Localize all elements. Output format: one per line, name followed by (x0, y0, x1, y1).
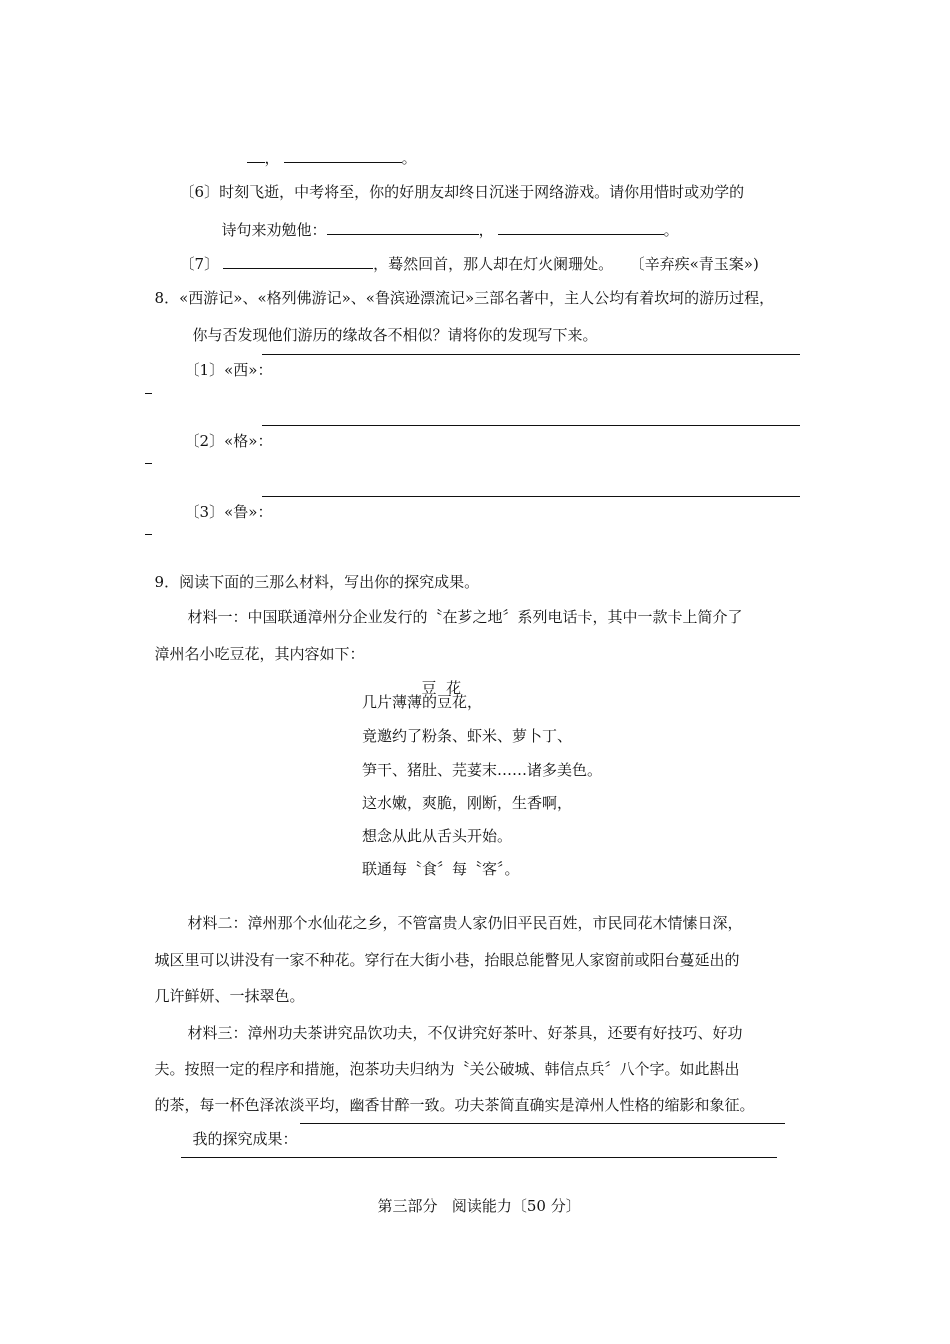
material2-line1 (178, 893, 743, 933)
answer-line[interactable] (300, 1123, 785, 1124)
material1-line1 (178, 587, 743, 627)
paragraph-text: 的茶，每一杯色泽浓淡平均，幽香甘醉一致。功夫茶简直确实是漳州人性格的缩影和象征。 (154, 1096, 755, 1114)
item-source: 〔辛弃疾«青玉案») (637, 255, 759, 273)
punct: 。 (401, 149, 417, 167)
answer-blank[interactable] (498, 220, 664, 235)
section-heading (368, 1176, 581, 1216)
answer-line[interactable] (262, 425, 800, 426)
material2-line3 (145, 966, 305, 1006)
answer-blank[interactable] (327, 220, 479, 235)
poem-line-text: 联通每〝食〞每〝客〞。 (362, 860, 520, 878)
q8-line2 (183, 305, 598, 345)
answer-line-stub (145, 534, 152, 535)
section-heading-text: 第三部分 阅读能力〔50 分〕 (377, 1197, 581, 1215)
answer-blank[interactable] (223, 254, 373, 269)
paragraph-text: 材料一：中国联通漳州分企业发行的〝在芗之地〞系列电话卡，其中一款卡上简介了 (187, 608, 743, 626)
answer-line[interactable] (181, 1157, 777, 1158)
paragraph-text: 几许鲜妍、一抹翠色。 (154, 987, 305, 1005)
item-text: ，蓦然回首，那人却在灯火阑珊处。 (373, 255, 614, 273)
paragraph-text: 漳州名小吃豆花，其内容如下： (154, 645, 365, 663)
answer-line-stub (145, 463, 152, 464)
punct: 。 (663, 221, 679, 239)
paragraph-text: 材料三：漳州功夫茶讲究品饮功夫，不仅讲究好茶叶、好茶具，还要有好技巧、好功 (187, 1024, 743, 1042)
poem-line (362, 726, 572, 746)
item-label: 〔7〕 (179, 255, 220, 273)
paragraph-text: 城区里可以讲没有一家不种花。穿行在大街小巷，抬眼总能瞥见人家窗前或阳台蔓延出的 (154, 951, 740, 969)
punct: ， (264, 149, 280, 167)
q9-line (145, 552, 479, 592)
q8-item-1 (175, 340, 272, 380)
poem-line (362, 826, 512, 846)
poem-line-text: 笋干、猪肚、芫荽末……诸多美色。 (362, 761, 603, 779)
poem-line (362, 793, 572, 813)
q7-6-line1 (170, 162, 744, 202)
poem-line-text: 想念从此从舌头开始。 (362, 827, 513, 845)
poem-line-text: 几片薄薄的豆花， (362, 693, 483, 711)
question-text: «西游记»、«格列佛游记»、«鲁滨逊漂流记»三部名著中，主人公均有着坎坷的游历过程， (179, 289, 775, 307)
item-label: 〔6〕 (179, 183, 220, 201)
item-label: 〔2〕«格»： (184, 432, 273, 450)
answer-label-line (183, 1109, 298, 1149)
answer-line[interactable] (262, 354, 800, 355)
poem-line (362, 692, 482, 712)
answer-blank[interactable] (247, 148, 265, 163)
q8-line1 (145, 268, 774, 308)
q8-item-3 (175, 482, 272, 522)
item-text: 诗句来劝勉他： (221, 221, 327, 239)
material1-line2 (145, 624, 365, 664)
poem-line-text: 竟邀约了粉条、虾米、萝卜丁、 (362, 727, 573, 745)
material3-line1 (178, 1003, 743, 1043)
q8-item-2 (175, 411, 272, 451)
poem-line (362, 760, 602, 780)
material2-line2 (145, 930, 740, 970)
poem-line-text: 这水嫩，爽脆，刚断，生香啊， (362, 794, 573, 812)
material3-line2 (145, 1039, 740, 1079)
answer-line-stub (145, 393, 152, 394)
item-text: 时刻飞逝，中考将至，你的好朋友却终日沉迷于网络游戏。请你用惜时或劝学的 (219, 183, 745, 201)
question-number: 9． (154, 573, 180, 591)
question-number: 8． (154, 289, 180, 307)
punct: ， (478, 221, 494, 239)
answer-label: 我的探究成果： (192, 1130, 298, 1148)
question-text: 阅读下面的三那么材料，写出你的探究成果。 (179, 573, 480, 591)
paragraph-text: 材料二：漳州那个水仙花之乡，不管富贵人家仍旧平民百姓，市民同花木情愫日深， (187, 914, 743, 932)
poem-line (362, 859, 520, 879)
question-text: 你与否发现他们游历的缘故各不相似？请将你的发现写下来。 (192, 326, 598, 344)
paragraph-text: 夫。按照一定的程序和措施，泡茶功夫归纳为〝关公破城、韩信点兵〞八个字。如此斟出 (154, 1060, 740, 1078)
item-label: 〔3〕«鲁»： (184, 503, 273, 521)
item-label: 〔1〕«西»： (184, 361, 273, 379)
poem-title-text: 豆 花 (421, 679, 462, 697)
answer-line[interactable] (262, 496, 800, 497)
answer-blank[interactable] (284, 148, 402, 163)
